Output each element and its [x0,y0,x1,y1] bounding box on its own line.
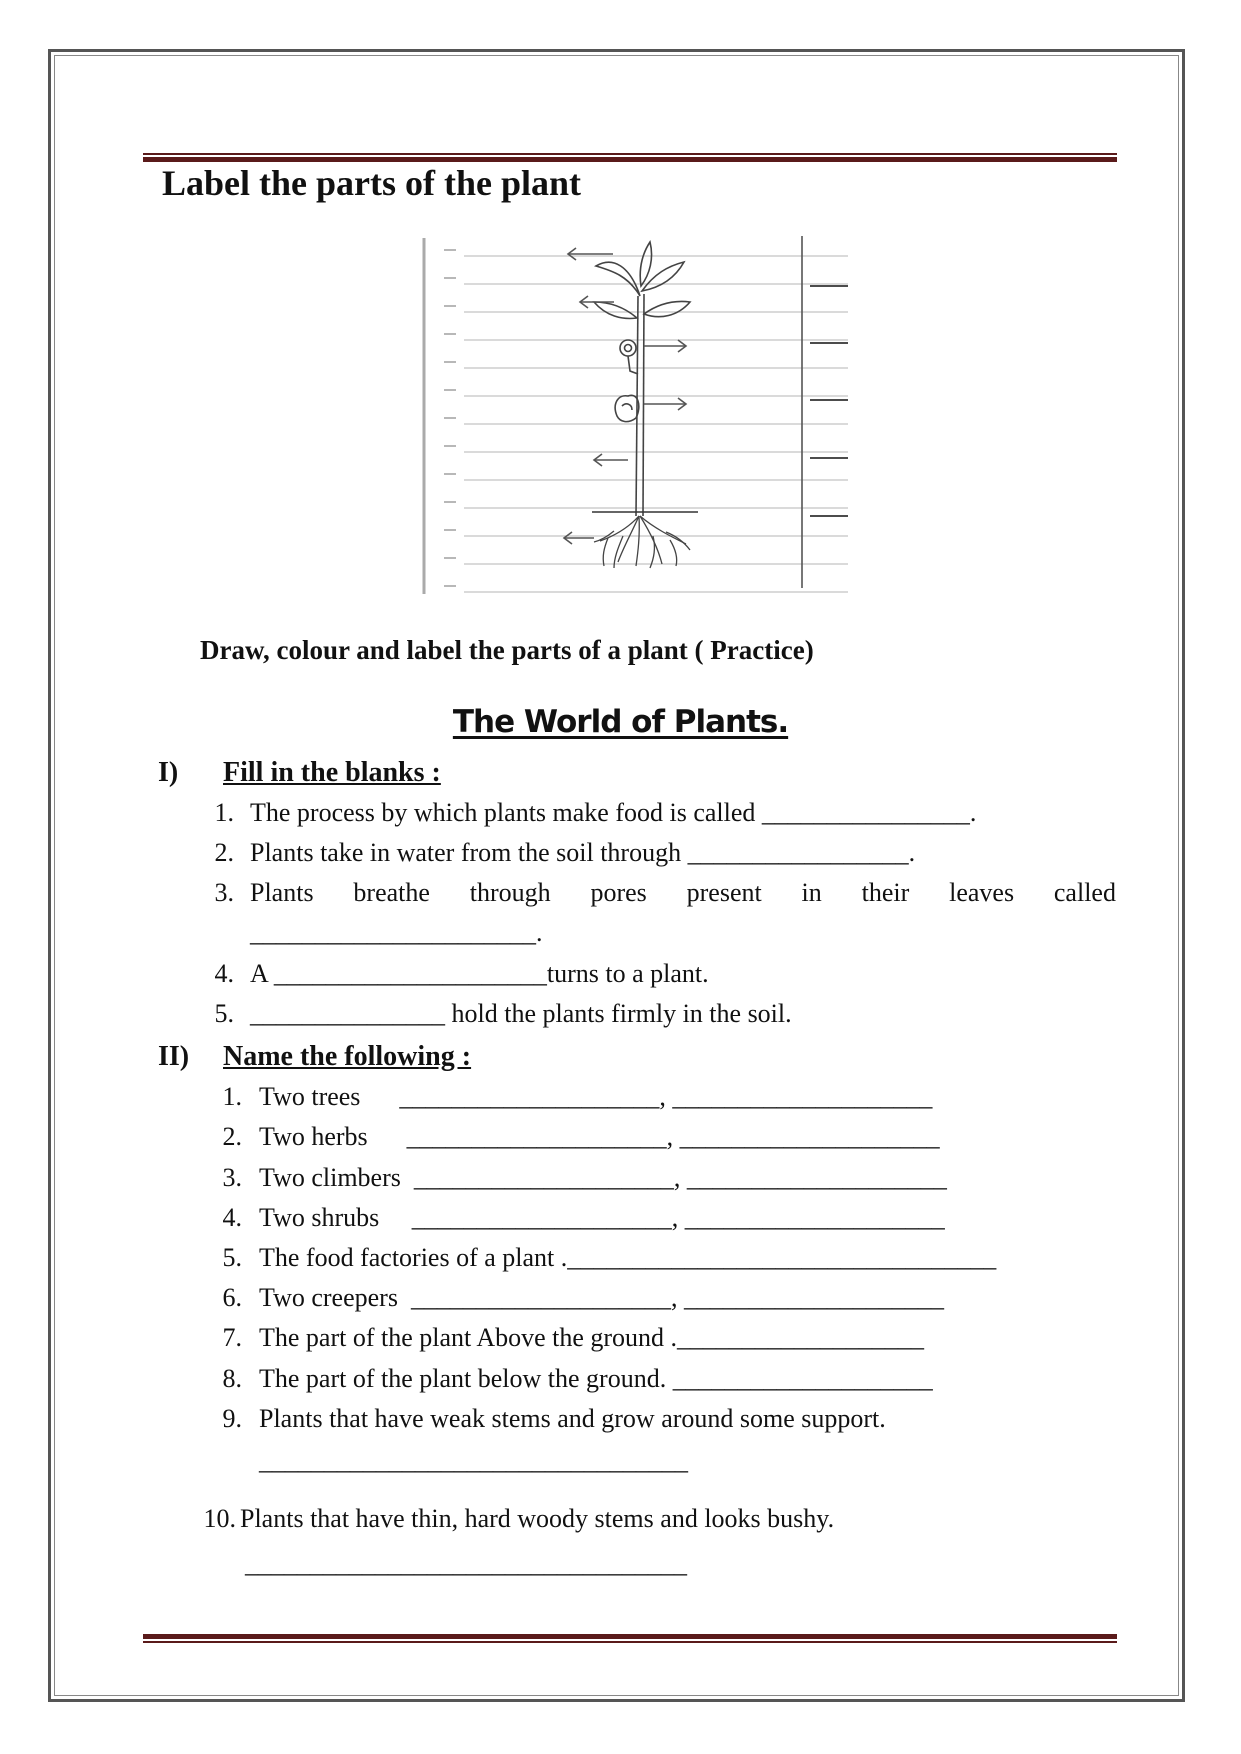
blank-item-5: _______________ hold the plants firmly in the soil. [250,999,792,1028]
name-item-8-number: 8. [222,1364,242,1393]
page-title: Label the parts of the plant [162,163,582,203]
name-item-10-answer-line: __________________________________ [245,1549,687,1578]
name-item-10: Plants that have thin, hard woody stems and looks bushy. [240,1504,835,1533]
section2-heading: Name the following : [223,1041,472,1072]
blank-item-3-word: through [469,878,551,907]
name-item-1-number: 1. [222,1082,242,1111]
plant-diagram [418,236,858,621]
blank-item-3-word: pores [590,878,647,907]
name-item-6: Two creepers ____________________, ____________________ [259,1283,944,1312]
blank-item-5-number: 5. [214,999,234,1028]
world-heading [0,704,1241,740]
section2-number: II) [158,1041,190,1072]
name-item-3-number: 3. [222,1163,242,1192]
blank-item-3-word: their [861,878,910,907]
practice-caption: Draw, colour and label the parts of a plant ( Practice) [200,635,814,665]
name-item-9: Plants that have weak stems and grow around some support. [259,1404,886,1433]
name-item-9-answer-line: _________________________________ [259,1446,688,1475]
name-item-10-number: 10. [203,1504,236,1533]
blank-item-1: The process by which plants make food is called ________________. [250,798,977,827]
blank-item-3-word: breathe [353,878,430,907]
blank-item-3-number: 3. [214,878,234,907]
name-item-5: The food factories of a plant ._________________________________ [259,1243,997,1272]
name-item-7-number: 7. [222,1323,242,1352]
blank-item-3-word: leaves [949,878,1015,907]
section1-heading: Fill in the blanks : [223,757,441,788]
name-item-4: Two shrubs ____________________, ____________________ [259,1203,945,1232]
world-heading-text: The World of Plants. [452,704,789,740]
name-item-1: Two trees ____________________, ____________________ [259,1082,933,1111]
blank-item-1-number: 1. [214,798,234,827]
name-item-6-number: 6. [222,1283,242,1312]
top-divider [143,153,1117,162]
blank-item-3-continuation: ______________________. [250,918,543,947]
blank-item-4: A _____________________turns to a plant. [250,959,709,988]
name-item-3: Two climbers ____________________, ____________________ [259,1163,947,1192]
blank-item-3-word: Plants [250,878,314,907]
blank-item-3-word: called [1053,878,1116,907]
name-item-2-number: 2. [222,1122,242,1151]
name-item-2: Two herbs ____________________, ____________________ [259,1122,940,1151]
name-item-7: The part of the plant Above the ground .___________________ [259,1323,925,1352]
name-item-9-number: 9. [222,1404,242,1433]
blank-item-2-number: 2. [214,838,234,867]
blank-item-3 [250,878,1116,908]
blank-item-4-number: 4. [214,959,234,988]
blank-item-2: Plants take in water from the soil through _________________. [250,838,916,867]
name-item-4-number: 4. [222,1203,242,1232]
name-item-8: The part of the plant below the ground. ____________________ [259,1364,933,1393]
blank-item-3-word: in [801,878,822,907]
bottom-divider [143,1634,1117,1643]
section1-number: I) [158,757,179,788]
blank-item-3-word: present [686,878,762,907]
name-item-5-number: 5. [222,1243,242,1272]
